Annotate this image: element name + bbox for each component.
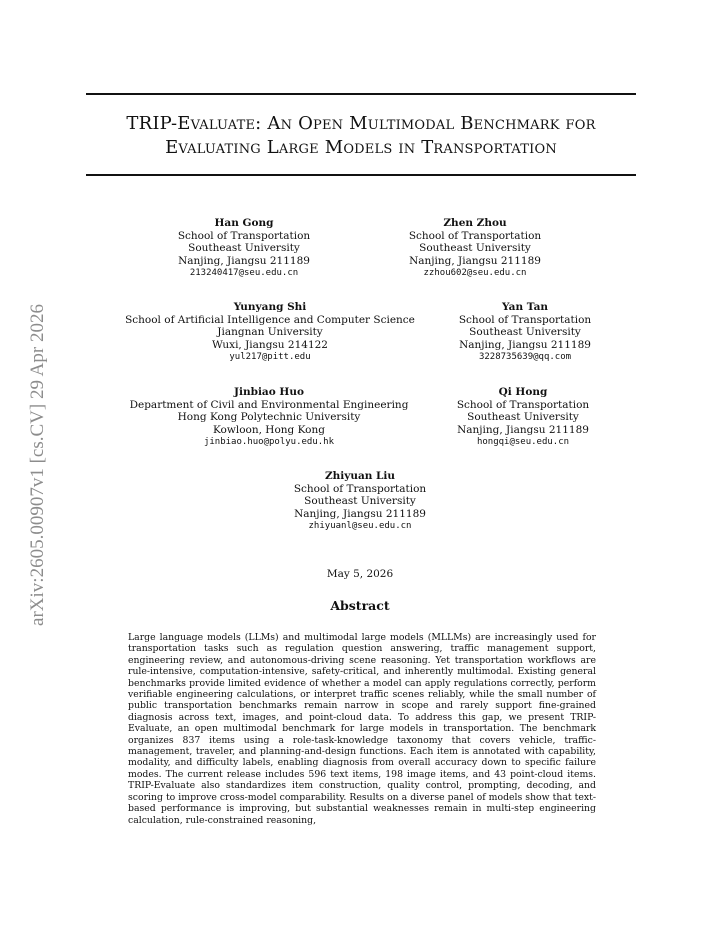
author-address: Nanjing, Jiangsu 211189 (409, 254, 541, 267)
author-email: 213240417@seu.edu.cn (189, 268, 299, 279)
author-affiliation: School of Artificial Intelligence and Computer Science (125, 313, 415, 326)
author-email: zhiyuanl@seu.edu.cn (308, 521, 412, 532)
author-affiliation: Jiangnan University (217, 326, 323, 339)
paper-title-line-1: TRIP-Evaluate: An Open Multimodal Benchmark for (126, 113, 596, 134)
author-email: hongqi@seu.edu.cn (476, 437, 570, 448)
title-bottom-rule (86, 174, 636, 176)
author-name: Qi Hong (498, 386, 548, 398)
paper-title-line-2: Evaluating Large Models in Transportation (165, 137, 557, 158)
author-block-yan-tan (445, 301, 605, 364)
author-email: 3228735639@qq.com (478, 352, 572, 363)
author-block-yunyang-shi (120, 301, 420, 364)
author-block-jinbiao-huo (119, 386, 419, 449)
author-name: Jinbiao Huo (234, 386, 304, 398)
author-affiliation: School of Transportation (177, 229, 311, 242)
author-email: yul217@pitt.edu (229, 352, 311, 363)
author-affiliation: School of Transportation (408, 229, 542, 242)
title-top-rule (86, 93, 636, 95)
author-email: zzhou602@seu.edu.cn (423, 268, 527, 279)
author-address: Nanjing, Jiangsu 211189 (178, 254, 310, 267)
arxiv-identifier-stamp: arXiv:2605.00907v1 [cs.CV] 29 Apr 2026 (27, 304, 48, 626)
publication-date: May 5, 2026 (326, 568, 394, 580)
author-address: Nanjing, Jiangsu 211189 (457, 423, 589, 436)
author-name: Zhen Zhou (443, 217, 507, 229)
author-name: Yan Tan (501, 301, 549, 313)
abstract-heading: Abstract (330, 598, 390, 613)
author-name: Han Gong (214, 217, 274, 229)
abstract-body: Large language models (LLMs) and multimodal large models (MLLMs) are increasingly used for transportation tasks such as regulation question answering, traffic management support, engineering review, and autonomous-driving scene reasoning. Yet transportation workflows are rule-intensive, computation-intensive, safety-critical, and inherently multimodal. Existing general benchmarks provide limited evidence of whether a model can apply regulations correctly, perform verifiable engineering calculations, or interpret traffic scenes reliably, while the small number of public transportation benchmarks remain narrow in scope and rarely support fine-grained diagnosis across text, images, and point-cloud data. To address this gap, we present TRIP-Evaluate, an open multimodal benchmark for large models in transportation. The benchmark organizes 837 items using a role-task-knowledge taxonomy that covers vehicle, traffic-management, traveler, and planning-and-design functions. Each item is annotated with capability, modality, and difficulty labels, enabling diagnosis from overall accuracy down to specific failure modes. The current release includes 596 text items, 198 image items, and 43 point-cloud items. TRIP-Evaluate also standardizes item construction, quality control, prompting, decoding, and scoring to improve cross-model comparability. Results on a diverse panel of models show that text-based performance is improving, but substantial weaknesses remain in multi-step engineering calculation, rule-constrained reasoning, (128, 632, 596, 826)
author-affiliation: School of Transportation (293, 482, 427, 495)
author-name: Yunyang Shi (233, 301, 307, 313)
author-block-zhiyuan-liu (280, 470, 440, 533)
author-address: Nanjing, Jiangsu 211189 (459, 338, 591, 351)
author-affiliation: Southeast University (188, 242, 300, 255)
author-affiliation: School of Transportation (458, 313, 592, 326)
author-email: jinbiao.huo@polyu.edu.hk (203, 437, 335, 448)
author-address: Nanjing, Jiangsu 211189 (294, 507, 426, 520)
author-address: Wuxi, Jiangsu 214122 (212, 338, 328, 351)
author-address: Kowloon, Hong Kong (213, 423, 325, 436)
author-affiliation: Southeast University (469, 326, 581, 339)
author-affiliation: Hong Kong Polytechnic University (177, 411, 361, 424)
author-block-qi-hong (443, 386, 603, 449)
author-block-zhen-zhou (395, 217, 555, 280)
author-block-han-gong (164, 217, 324, 280)
author-name: Zhiyuan Liu (324, 470, 396, 482)
author-affiliation: School of Transportation (456, 398, 590, 411)
author-affiliation: Department of Civil and Environmental Engineering (129, 398, 409, 411)
author-affiliation: Southeast University (467, 411, 579, 424)
author-affiliation: Southeast University (304, 495, 416, 508)
paper-title (86, 112, 636, 160)
author-affiliation: Southeast University (419, 242, 531, 255)
